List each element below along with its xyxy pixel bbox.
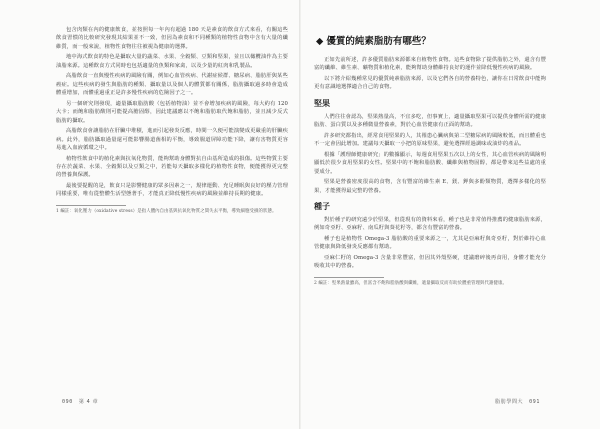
body-paragraph: 另一個研究則發現，適量攝取脂肪酸（包括植物油）並不會增加疾病的風險，每大約有 120 大卡；而飽和脂肪酸則可能提高膽固醇，因此建議應以不飽和脂肪取代飽和脂肪，並且減少反式脂肪的攝取。: [56, 100, 288, 124]
body-paragraph: 正如先前所述，許多優質脂肪來源都來自植物性食物。這些食物除了提供脂肪之外，還含有豐富的纖維、維生素、礦物質和植化素，能夠幫助身體維持良好的運作並降低慢性疾病的風險。: [314, 57, 546, 72]
body-paragraph: 種子也是植物性 Omega-3 脂肪酸的重要來源之一，尤其是亞麻籽與奇亞籽，對於維持心血管健康與降低發炎反應都有幫助。: [314, 236, 546, 251]
page-number: 091: [529, 399, 540, 405]
body-paragraph: 高脂飲食會讓脂肪在肝臟中堆積，進而引起發炎反應，時間一久便可能演變成更嚴重的肝臟疾病。此外，脂肪攝取過量還可能影響腸道菌相的平衡，導致腸道屏障功能下降，讓有害物質更容易進入血液循環之中。: [56, 128, 288, 152]
page-number: 090: [62, 399, 73, 405]
body-paragraph: 許多研究都指出，經常食用堅果的人，其罹患心臟病與第二型糖尿病的風險較低，而且體重也不一定會因此增加。建議每天攝取一小把的原味堅果，避免選擇經過調味或油炸的產品。: [314, 132, 546, 148]
running-title: 脂肪學問大: [495, 399, 524, 405]
body-paragraph: 根據「護理師健康研究」的數據顯示，每週食用堅果五次以上的女性，其心血管疾病的風險明顯低於很少食用堅果的女性。堅果中的不飽和脂肪酸、纖維與植物固醇，都是帶來這些益處的重要成分。: [314, 151, 546, 175]
body-paragraph: 高脂飲食一直與慢性疾病的風險有關，例如心血管疾病、代謝症候群、糖尿病、脂肪肝與某些癌症。這些疾病的發生與脂肪的種類、攝取量以及個人的體質都有關係，脂肪攝取過多時會造成體重增加，而體重過重正是許多慢性疾病的危險因子之一。: [56, 73, 288, 97]
section-title-text: 優質的純素脂肪有哪些？: [326, 36, 431, 47]
left-folio: [56, 398, 98, 405]
body-paragraph: 人們往往會認為，堅果熱量高，不宜多吃，但事實上，適量攝取堅果可以提供身體所需的健康脂肪、蛋白質以及多種微量營養素，對於心血管健康有正面的幫助。: [314, 113, 546, 129]
book-gutter: [299, 0, 301, 429]
subheading-nuts: 堅果: [314, 98, 330, 108]
right-page: [314, 26, 546, 386]
body-paragraph: 包含肉類在內的健康飲食，並按照每一年內有超過 180 天是素食的飲食方式來看，有關這些飲食習慣的比較研究發現其結果並不一致，但因為素食和不同種類的植物性食物中含有大量的纖維質，而一般來說，植物性食物往往被視為健康的選擇。: [56, 27, 288, 50]
footnote: 2 編註：堅果熱量雖高，但富含不飽和脂肪酸與纖維，適量攝取反而有助於體重管理與代謝健康。: [314, 280, 507, 286]
diamond-bullet-icon: ◆: [316, 36, 324, 47]
body-paragraph: 亞麻仁籽的 Omega-3 含量非常豐富，但因其外殼堅硬，建議磨碎後再食用，身體才能充分吸收其中的營養。: [314, 255, 546, 270]
left-page: [56, 26, 288, 386]
chapter-label: 第 4 章: [78, 399, 99, 405]
body-paragraph: 以下將介紹幾種常見的優質純素脂肪來源，以及它們各自的營養特色，讓你在日常飲食中能夠更有意識地選擇適合自己的食物。: [314, 76, 546, 91]
footnote-rule: [56, 205, 126, 206]
footnote: 1 編註：氧化壓力（oxidative stress）是指人體內自由基與抗氧化物質之間失去平衡，導致細胞受損的狀態。: [56, 208, 277, 214]
right-folio: [495, 398, 546, 405]
body-paragraph: 堅果是營養密度很高的食物，含有豐富的維生素 E、鎂、鉀與多酚類物質，選擇多樣化的堅果，才能獲得最完整的營養。: [314, 179, 546, 194]
subheading-seeds: 種子: [314, 202, 330, 212]
body-paragraph: 對於種子的研究遠少於堅果，但從現有的資料來看，種子也是非常值得推薦的健康脂肪來源，例如奇亞籽、亞麻籽、南瓜籽與葵花籽等，都含有豐富的營養。: [314, 217, 546, 232]
body-paragraph: 植物性飲食中的植化素與抗氧化物質，能夠幫助身體對抗自由基所造成的損傷。這些物質主要存在於蔬菜、水果、全穀類以及豆類之中，若能每天攝取多樣化的植物性食物，便能獲得更完整的營養與保護。: [56, 155, 288, 179]
section-title: [316, 36, 546, 48]
footnote-rule: [314, 277, 384, 278]
body-paragraph: 最後要提醒的是，飲食只是影響健康的眾多因素之一，規律運動、充足睡眠與良好的壓力管理同樣重要，唯有從整體生活型態著手，才能真正降低慢性疾病的風險並維持長期的健康。: [56, 183, 288, 198]
body-paragraph: 地中海式飲食的特色是攝取大量的蔬菜、水果、全穀類、豆類和堅果，並且以橄欖油作為主要油脂來源。這種飲食方式同時也包括適量的魚類和家禽，以及少量的紅肉和乳製品。: [56, 54, 288, 69]
